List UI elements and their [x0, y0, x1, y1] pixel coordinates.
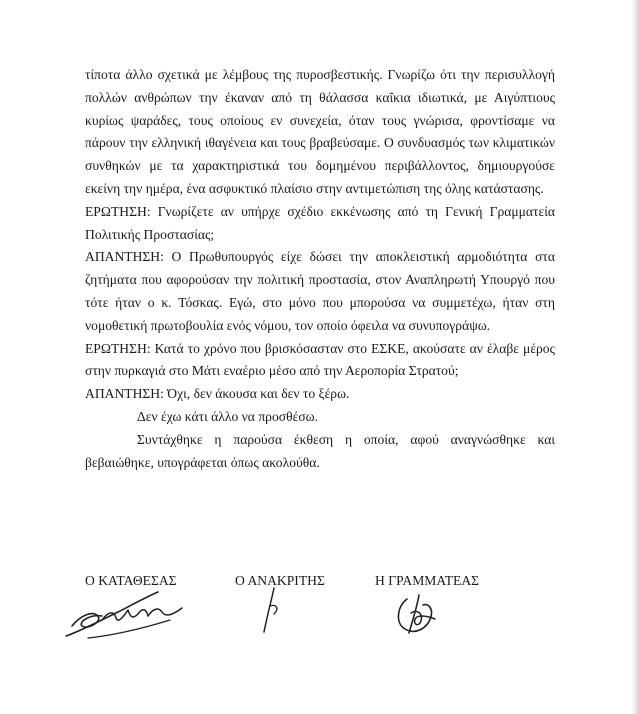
answer-paragraph: ΑΠΑΝΤΗΣΗ: Ο Πρωθυπουργός είχε δώσει την αποκλειστική αρμοδιότητα στα ζητήματα που αφορούσαν την πολιτική προστασία, στον Αναπληρωτή Υπουργό που τότε ήταν ο κ. Τόσκας. Εγώ, στο μόνο που μπορούσα να συμμετέχω, ήταν στη νομοθετική πρωτοβουλία ενός νόμου, τον οποίο όφειλα να συνυπογράψω.: [85, 249, 555, 333]
nothing-to-add-paragraph: Δεν έχω κάτι άλλο να προσθέσω.: [137, 408, 318, 424]
clerk-label: Η ΓΡΑΜΜΑΤΕΑΣ: [375, 573, 480, 588]
deponent-signature: [58, 586, 198, 646]
question-paragraph: ΕΡΩΤΗΣΗ: Γνωρίζετε αν υπήρχε σχέδιο εκκένωσης από τη Γενική Γραμματεία Πολιτικής Προστασίας;: [85, 203, 555, 242]
investigator-signature: [252, 586, 292, 636]
narrative-paragraph: τίποτα άλλο σχετικά με λέμβους της πυροσβεστικής. Γνωρίζω ότι την περισυλλογή πολλών ανθρώπων την έκαναν από τη θάλασσα καΐκια ιδιωτικά, με Αιγύπτιους κυρίως ψαράδες, τους οποίους εν συνεχεία, όταν τους γνώρισα, φροντίσαμε να πάρουν την ελληνική ιθαγένεια και τους βραβεύσαμε. Ο συνδυασμός των κλιματικών συνθηκών με τα χαρακτηριστικά του δομημένου περιβάλλοντος, δημιουργούσε εκείνη την ημέρα, ένα ασφυκτικό πλαίσιο στην αντιμετώπιση της όλης κατάστασης.: [85, 67, 555, 196]
scan-edge: [631, 0, 639, 714]
answer-paragraph: ΑΠΑΝΤΗΣΗ: Όχι, δεν άκουσα και δεν το ξέρω.: [85, 386, 350, 402]
deponent-label: Ο ΚΑΤΑΘΕΣΑΣ: [85, 573, 177, 588]
deposition-text: [85, 64, 555, 474]
closing-paragraph: Συντάχθηκε η παρούσα έκθεση η οποία, αφού αναγνώσθηκε και βεβαιώθηκε, υπογράφεται όπως ακολούθα.: [85, 431, 555, 470]
investigator-label: Ο ΑΝΑΚΡΙΤΗΣ: [235, 573, 325, 588]
question-paragraph: ΕΡΩΤΗΣΗ: Κατά το χρόνο που βρισκόσασταν στο ΕΣΚΕ, ακούσατε αν έλαβε μέρος στην πυρκαγιά στο Μάτι εναέριο μέσο από την Αεροπορία Στρατού;: [85, 340, 555, 379]
clerk-signature: [393, 589, 438, 637]
